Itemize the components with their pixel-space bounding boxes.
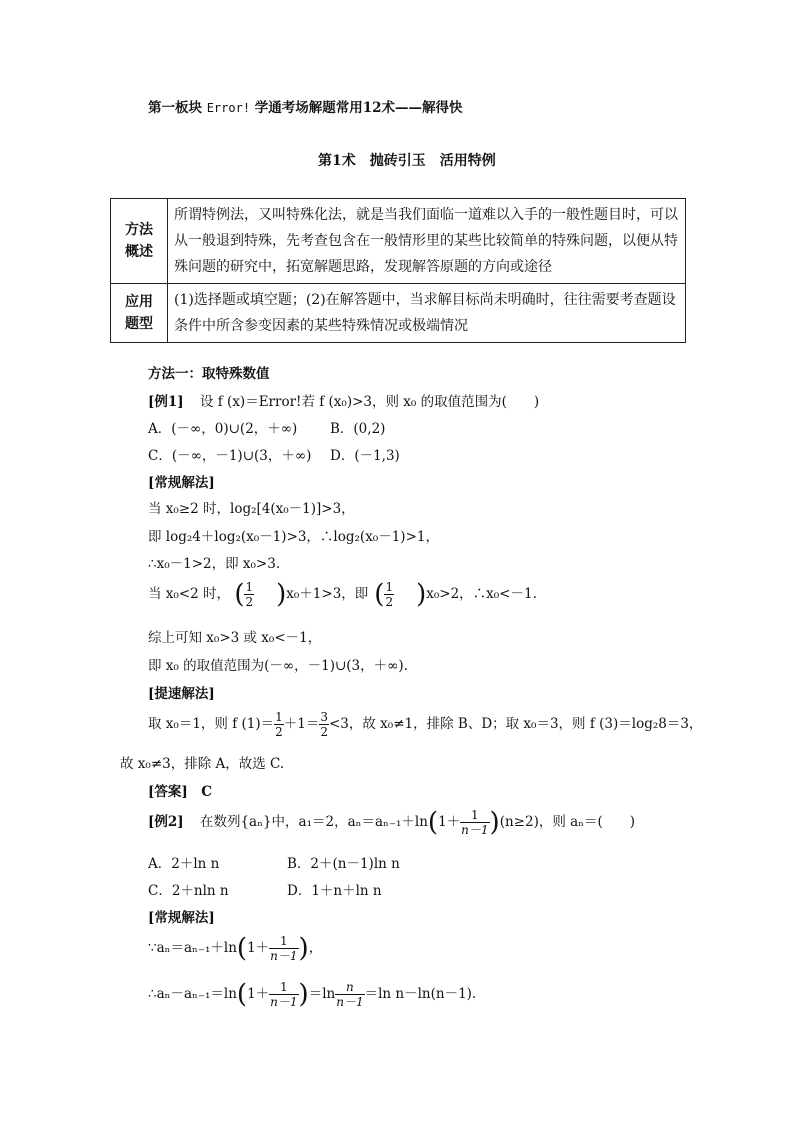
frac-denominator: n－1 <box>270 995 298 1009</box>
example2-stem-line <box>148 808 635 837</box>
right-paren: ) <box>489 807 500 838</box>
example2-label: [例2] <box>148 814 184 830</box>
example1-fast-line1 <box>148 710 702 739</box>
line4-text-a: 当 x₀<2 时， <box>148 586 231 602</box>
example1-regular-line1: 当 x₀≥2 时，log₂[4(x₀－1)]>3， <box>148 501 355 517</box>
example2-stem-a: 在数列{aₙ}中，a₁＝2，aₙ＝aₙ₋₁＋ln <box>199 814 428 830</box>
one-plus: 1＋ <box>438 814 461 830</box>
reciprocal-fraction <box>269 980 298 1009</box>
right-paren: ) <box>276 579 287 610</box>
line1-text-b: ， <box>308 940 323 956</box>
reciprocal-fraction <box>269 934 298 963</box>
method1-title: 方法一：取特殊数值 <box>148 366 270 382</box>
table-row-content: (1)选择题或填空题；(2)在解答题中，当求解目标尚未明确时，往往需要考查题设条件中所含参变因素的某些特殊情况或极端情况 <box>168 284 686 343</box>
example1-fast-heading: [提速解法] <box>148 686 215 702</box>
example1-label: [例1] <box>148 394 184 410</box>
example2-regular-heading: [常规解法] <box>148 910 215 926</box>
frac-numerator: 1 <box>269 980 298 995</box>
example2-option-a: A．2＋ln n <box>148 856 220 872</box>
frac-numerator: 1 <box>385 580 394 594</box>
right-paren: ) <box>298 933 309 964</box>
example1-regular-line2: 即 log₂4＋log₂(x₀－1)>3，∴log₂(x₀－1)>1， <box>148 529 439 545</box>
row-head-line: 方法 <box>125 222 153 238</box>
header-title-part-b: 学通考场解题常用12术——解得快 <box>254 100 463 116</box>
example2-option-b: B．2＋(n－1)ln n <box>287 856 400 872</box>
line4-text-c: x₀>2，∴x₀<－1. <box>426 586 537 602</box>
frac-numerator: 3 <box>320 710 328 724</box>
example1-regular-line5: 综上可知 x₀>3 或 x₀<－1， <box>148 630 322 646</box>
example1-fast-line2: 故 x₀≠3，排除 A，故选 C. <box>120 756 285 772</box>
left-paren: ( <box>236 933 248 964</box>
n-over-n-minus-1-fraction <box>335 980 364 1009</box>
frac-numerator: 1 <box>269 934 298 949</box>
table-row-content: 所谓特例法，又叫特殊化法，就是当我们面临一道难以入手的一般性题目时，可以从一般退到特殊，先考查包含在一般情形里的某些比较简单的特殊问题，以便从特殊问题的研究中，拓宽解题思路，发现解答原题的方向或途径 <box>168 199 686 284</box>
method-table <box>110 198 686 343</box>
example1-option-c: C．(－∞，－1)∪(3，＋∞) <box>148 448 312 464</box>
line2-text-b: ＝ln <box>308 986 336 1002</box>
frac-denominator: n－1 <box>461 823 489 837</box>
table-row-head <box>111 199 168 284</box>
one-plus: 1＋ <box>247 940 270 956</box>
line2-text-c: ＝ln n－ln(n－1). <box>364 986 477 1002</box>
example2-regular-line1 <box>148 934 322 963</box>
example1-option-a: A．(－∞，0)∪(2，＋∞) <box>148 421 298 437</box>
example2-option-d: D．1＋n＋ln n <box>287 883 382 899</box>
frac-denominator: 2 <box>385 595 394 609</box>
right-paren: ) <box>298 979 309 1010</box>
frac-denominator: 2 <box>245 595 254 609</box>
row-head-line: 题型 <box>125 316 153 332</box>
fast-text-a: 取 x₀＝1，则 f (1)＝ <box>148 716 275 732</box>
frac-numerator: 1 <box>460 808 489 823</box>
line2-text-a: ∴aₙ－aₙ₋₁＝ln <box>148 986 237 1002</box>
row-head-line: 应用 <box>125 294 153 310</box>
table-row <box>111 199 686 284</box>
left-paren: ( <box>234 579 245 610</box>
example2-option-c: C．2＋nln n <box>148 883 229 899</box>
frac-denominator: 2 <box>320 725 328 739</box>
section-title: 第1术 抛砖引玉 活用特例 <box>318 153 496 169</box>
document-header <box>148 96 463 116</box>
line1-text-a: ∵aₙ＝aₙ₋₁＋ln <box>148 940 237 956</box>
line4-text-b: x₀＋1>3，即 <box>286 586 369 602</box>
one-plus: 1＋ <box>247 986 270 1002</box>
example1-option-d: D．(－1,3) <box>330 448 400 464</box>
example1-regular-line6: 即 x₀ 的取值范围为(－∞，－1)∪(3，＋∞). <box>148 658 408 674</box>
fast-text-c: <3，故 x₀≠1，排除 B、D；取 x₀＝3，则 f (3)＝log₂8＝3， <box>328 716 703 732</box>
example1-stem-line <box>148 390 539 410</box>
example2-stem-b: (n≥2)，则 aₙ＝( ) <box>499 814 636 830</box>
example2-regular-line2 <box>148 980 476 1009</box>
three-halves-fraction <box>319 710 329 739</box>
half-fraction <box>384 580 394 609</box>
frac-numerator: n <box>335 980 364 995</box>
left-paren: ( <box>427 807 439 838</box>
frac-denominator: n－1 <box>336 995 364 1009</box>
half-fraction <box>244 580 254 609</box>
frac-numerator: 1 <box>245 580 254 594</box>
half-fraction <box>274 710 284 739</box>
fast-text-b: ＋1＝ <box>283 716 320 732</box>
table-row <box>111 284 686 343</box>
row-head-line: 概述 <box>125 244 153 260</box>
reciprocal-fraction <box>460 808 489 837</box>
example1-regular-heading: [常规解法] <box>148 475 215 491</box>
table-row-head <box>111 284 168 343</box>
left-paren: ( <box>236 979 248 1010</box>
example1-answer: [答案] C <box>148 784 213 800</box>
example1-regular-line3: ∴x₀－1>2，即 x₀>3. <box>148 556 281 572</box>
frac-denominator: 2 <box>275 725 283 739</box>
left-paren: ( <box>374 579 385 610</box>
example1-regular-line4 <box>148 580 537 609</box>
example1-option-b: B．(0,2) <box>330 421 386 437</box>
frac-numerator: 1 <box>275 710 283 724</box>
frac-denominator: n－1 <box>270 949 298 963</box>
header-title-part-a: 第一板块 <box>148 100 202 116</box>
right-paren: ) <box>416 579 427 610</box>
example1-stem: 设 f (x)＝Error!若 f (x₀)>3，则 x₀ 的取值范围为( ) <box>199 394 540 410</box>
error-code: Error! <box>206 101 251 115</box>
